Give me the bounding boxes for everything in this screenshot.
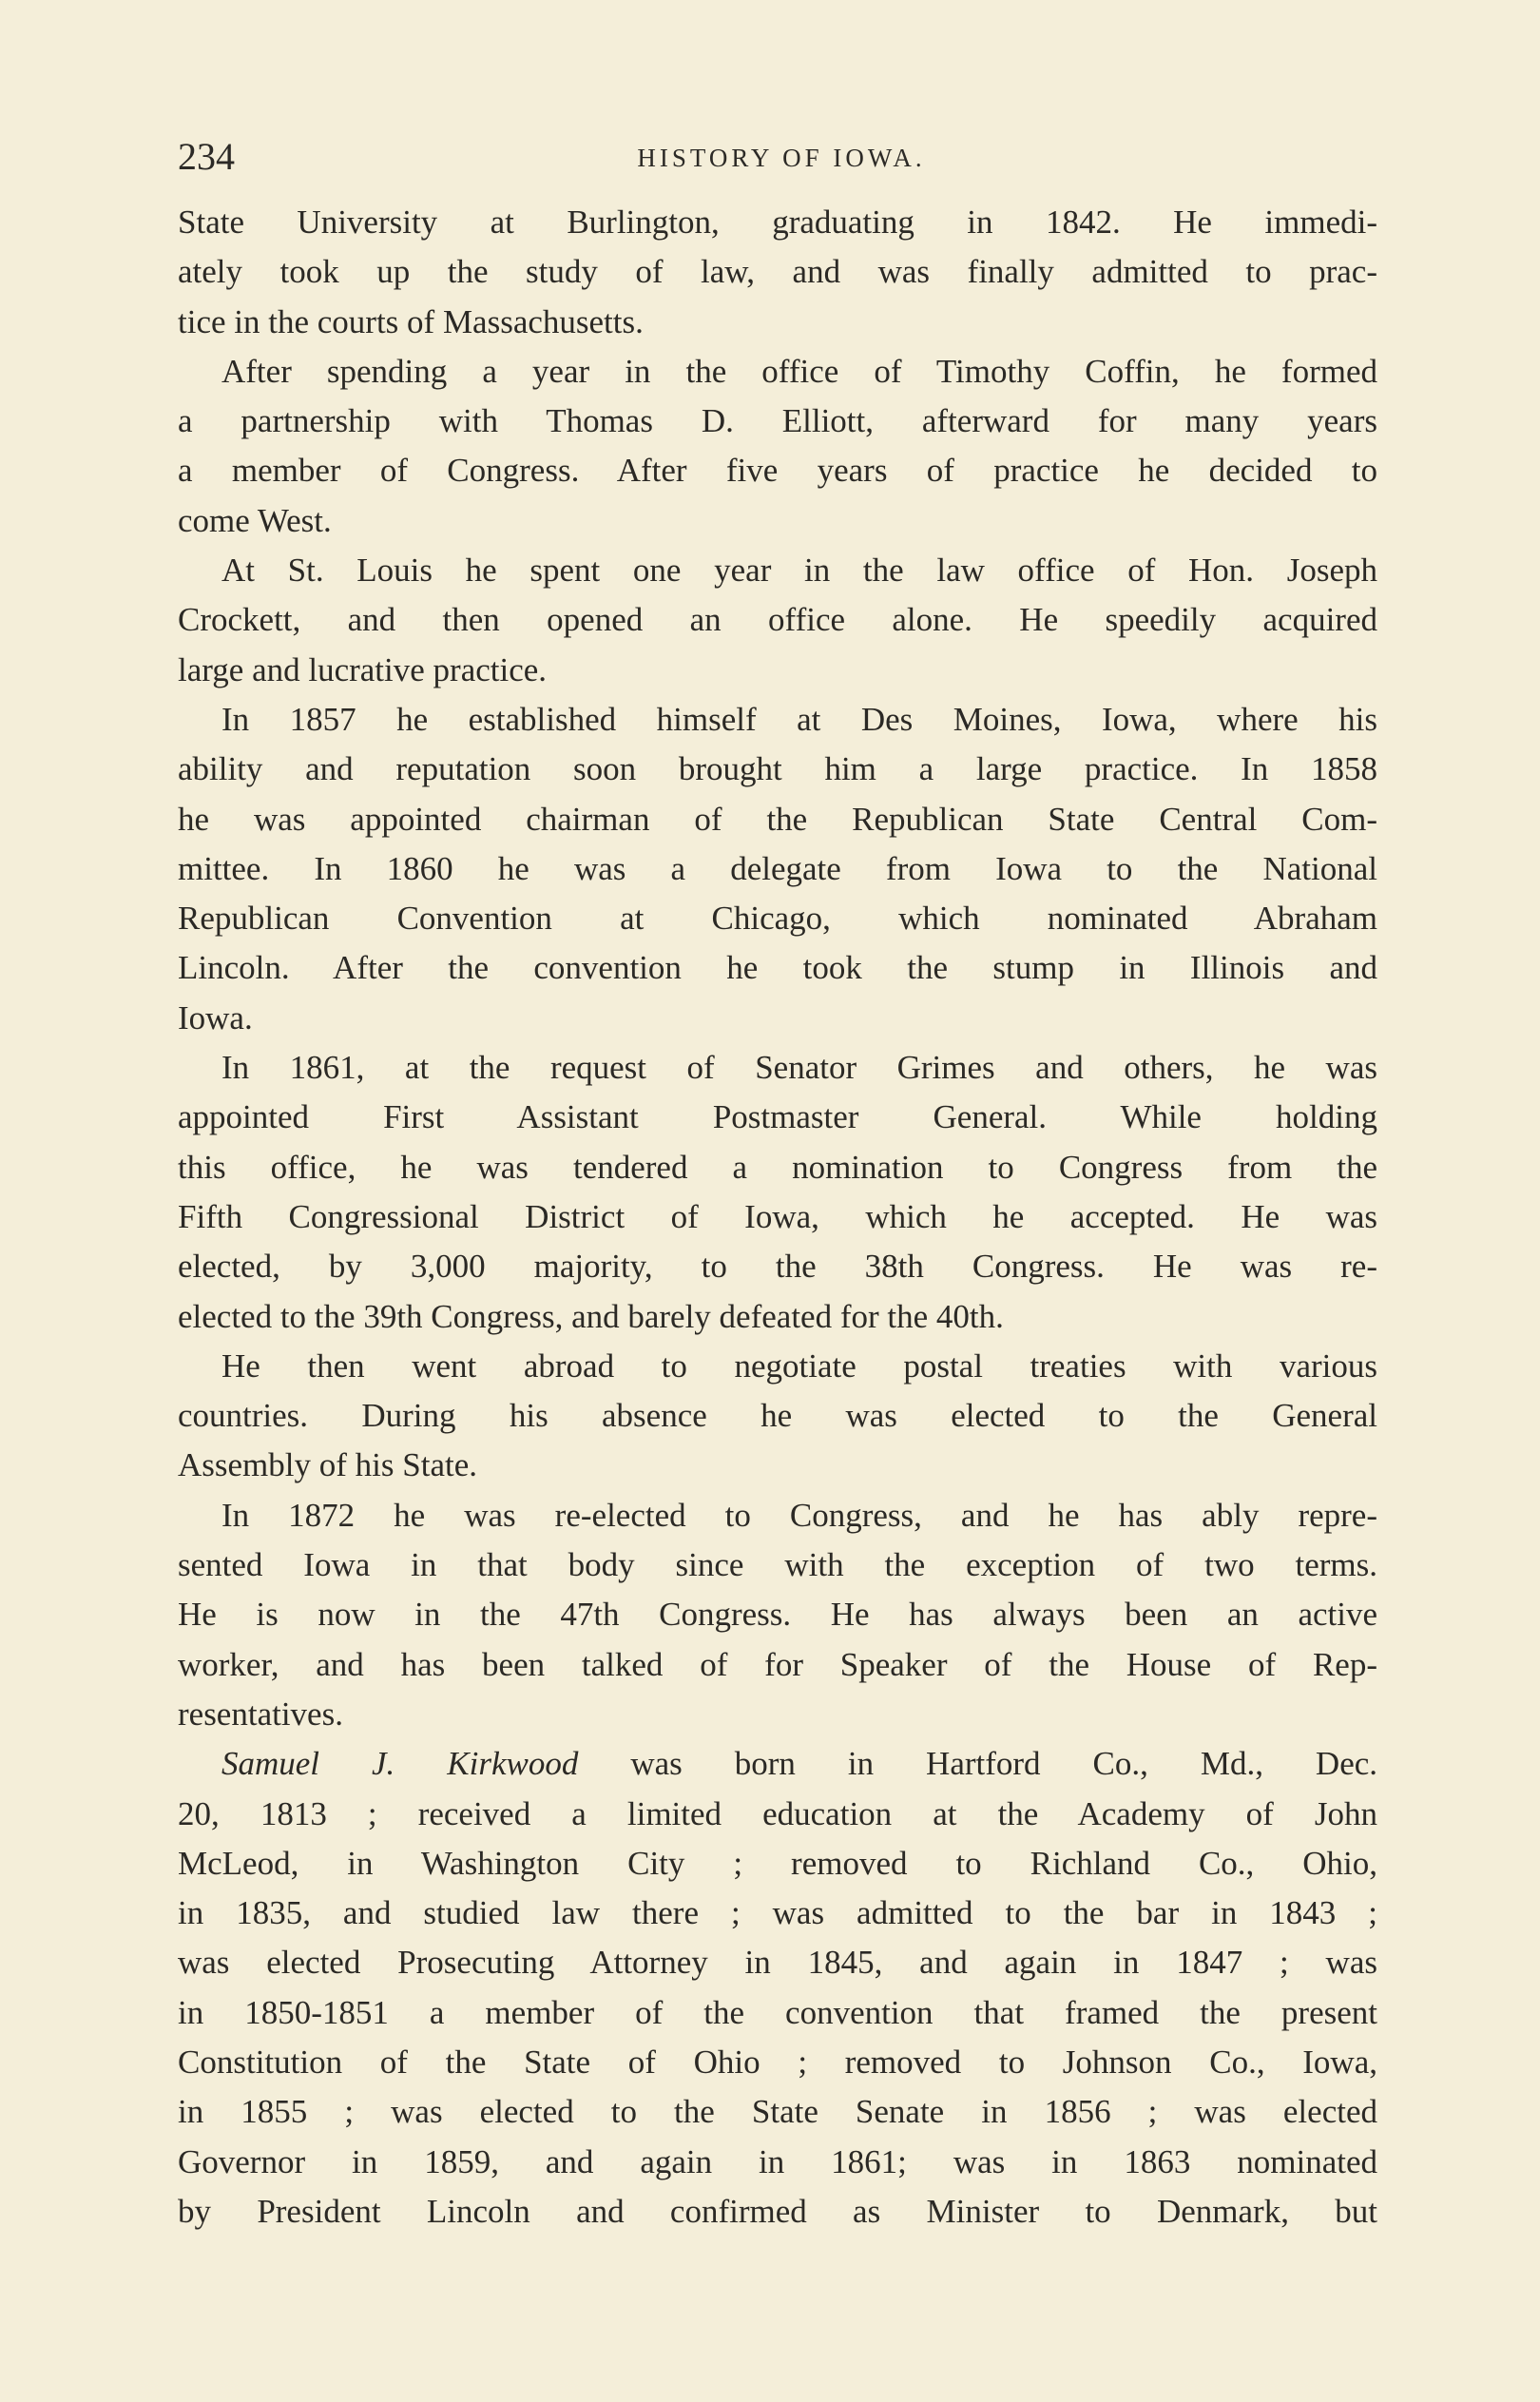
text-line: come West. (178, 501, 332, 539)
text-line: this office, he was tendered a nomination to Congress from the (178, 1148, 1377, 1186)
text-line: in 1850-1851 a member of the convention that framed the present (178, 1993, 1377, 2031)
text-line-kirkwood (178, 1739, 1377, 1789)
text-line: in 1855 ; was elected to the State Senate in 1856 ; was elected (178, 2093, 1377, 2131)
text-line: tice in the courts of Massachusetts. (178, 302, 644, 340)
text-line: he was appointed chairman of the Republican State Central Com- (178, 800, 1377, 838)
person-name-kirkwood: Samuel J. Kirkwood (221, 1745, 579, 1783)
text-line: mittee. In 1860 he was a delegate from Iowa to the National (178, 849, 1377, 887)
running-head: HISTORY OF IOWA. (637, 144, 926, 172)
text-line: State University at Burlington, graduating in 1842. He immedi- (178, 203, 1377, 241)
body-text (178, 198, 1377, 2237)
text-line: Republican Convention at Chicago, which nominated Abraham (178, 900, 1377, 938)
text-line: ately took up the study of law, and was finally admitted to prac- (178, 253, 1377, 291)
text-fragment: was born in Hartford Co., Md., Dec. (630, 1745, 1378, 1783)
text-line: In 1857 he established himself at Des Moines, Iowa, where his (221, 700, 1377, 738)
text-line: elected, by 3,000 majority, to the 38th Congress. He was re- (178, 1248, 1377, 1286)
text-line: Lincoln. After the convention he took the stump in Illinois and (178, 949, 1377, 987)
text-line: He then went abroad to negotiate postal treaties with various (221, 1346, 1377, 1385)
text-line: appointed First Assistant Postmaster General. While holding (178, 1098, 1377, 1136)
text-line: in 1835, and studied law there ; was admitted to the bar in 1843 ; (178, 1894, 1377, 1932)
text-line: elected to the 39th Congress, and barely defeated for the 40th. (178, 1297, 1004, 1335)
text-line: Constitution of the State of Ohio ; removed to Johnson Co., Iowa, (178, 2043, 1377, 2081)
text-line: a partnership with Thomas D. Elliott, afterward for many years (178, 402, 1377, 440)
text-line: 20, 1813 ; received a limited education at the Academy of John (178, 1794, 1377, 1832)
text-line: large and lucrative practice. (178, 650, 548, 688)
text-line: In 1872 he was re-elected to Congress, and he has ably repre- (221, 1496, 1377, 1534)
text-line: by President Lincoln and confirmed as Minister to Denmark, but (178, 2192, 1377, 2230)
text-line: resentatives. (178, 1695, 343, 1733)
text-line: McLeod, in Washington City ; removed to Richland Co., Ohio, (178, 1844, 1377, 1882)
text-line: In 1861, at the request of Senator Grimes and others, he was (221, 1049, 1377, 1087)
page-header (178, 133, 1385, 181)
text-line: Crockett, and then opened an office alone. He speedily acquired (178, 601, 1377, 639)
text-line: Assembly of his State. (178, 1446, 477, 1484)
text-line: At St. Louis he spent one year in the law office of Hon. Joseph (221, 552, 1377, 590)
text-line: countries. During his absence he was elected to the General (178, 1397, 1377, 1435)
text-line: sented Iowa in that body since with the exception of two terms. (178, 1546, 1377, 1584)
text-line: Governor in 1859, and again in 1861; was in 1863 nominated (178, 2142, 1377, 2180)
text-line: worker, and has been talked of for Speaker of the House of Rep- (178, 1645, 1377, 1683)
text-line: Fifth Congressional District of Iowa, which he accepted. He was (178, 1197, 1377, 1235)
text-line: Iowa. (178, 998, 253, 1036)
text-line: After spending a year in the office of Timothy Coffin, he formed (221, 352, 1377, 390)
text-line: ability and reputation soon brought him a large practice. In 1858 (178, 750, 1377, 788)
text-line: a member of Congress. After five years of practice he decided to (178, 452, 1377, 490)
page-number: 234 (178, 135, 235, 178)
text-line: He is now in the 47th Congress. He has always been an active (178, 1596, 1377, 1634)
text-line: was elected Prosecuting Attorney in 1845, and again in 1847 ; was (178, 1944, 1377, 1982)
